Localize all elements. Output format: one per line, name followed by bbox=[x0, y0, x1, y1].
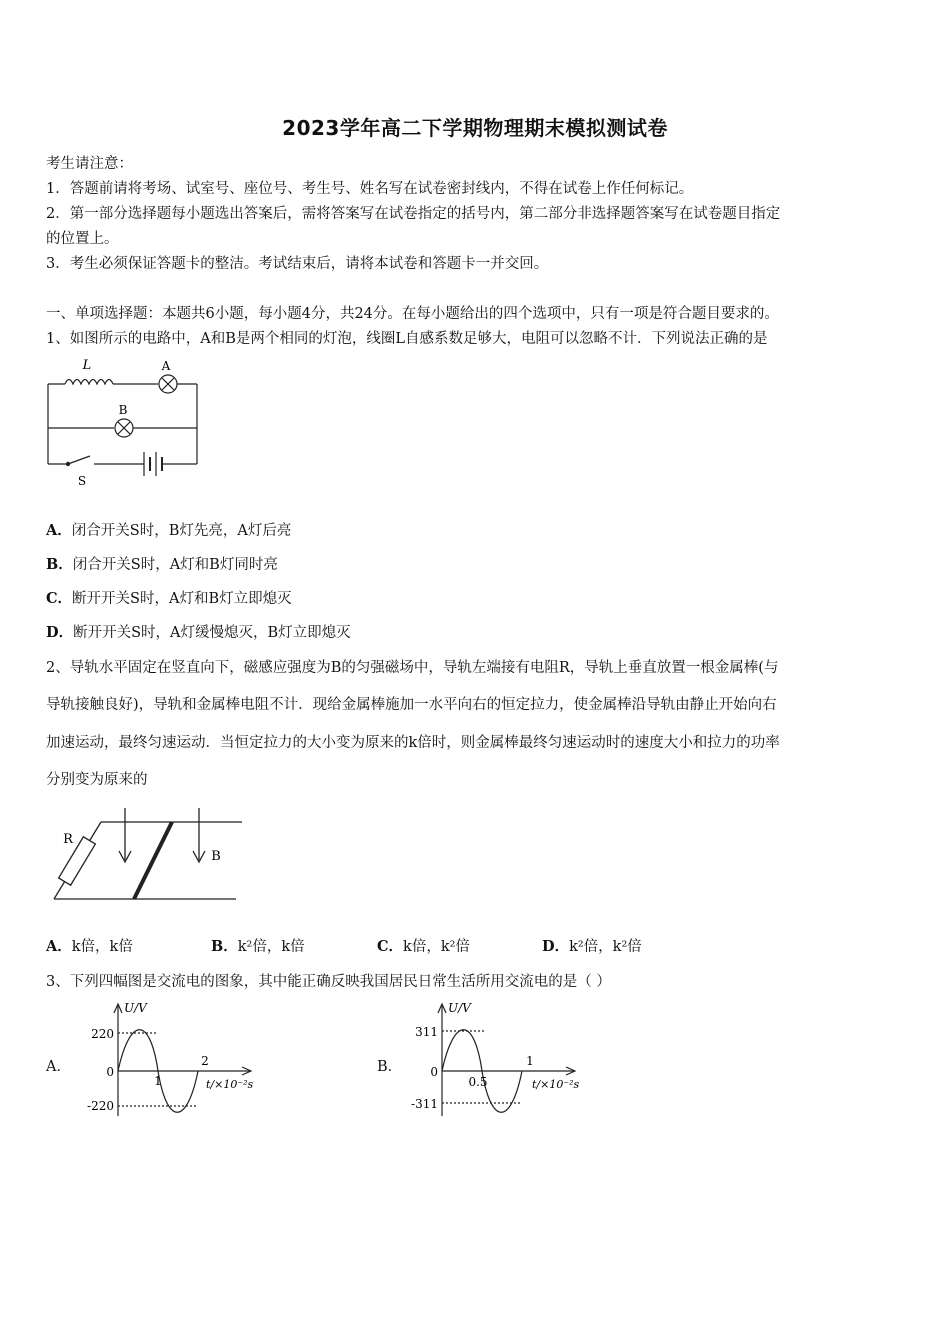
notice-item-2: 2．第一部分选择题每小题选出答案后，需将答案写在试卷指定的括号内，第二部分非选择题答案写在试卷题目指定 bbox=[46, 206, 781, 222]
q2-stem-line-1: 2、导轨水平固定在竖直向下，磁感应强度为B的匀强磁场中，导轨左端接有电阻R，导轨上垂直放置一根金属棒(与 bbox=[46, 660, 779, 676]
notice-item-2-cont: 的位置上。 bbox=[46, 231, 119, 247]
q3-a-x2: 2 bbox=[201, 1054, 209, 1068]
q2-stem-line-3: 加速运动，最终匀速运动．当恒定拉力的大小变为原来的k倍时，则金属棒最终匀速运动时的速度大小和拉力的功率 bbox=[46, 735, 780, 751]
q3-option-a-label[interactable]: A． bbox=[46, 1059, 71, 1075]
q1-label-L: L bbox=[82, 358, 92, 373]
q1-option-a[interactable]: A．闭合开关S时，B灯先亮，A灯后亮 bbox=[46, 522, 292, 539]
q2-stem-line-2: 导轨接触良好)，导轨和金属棒电阻不计．现给金属棒施加一水平向右的恒定拉力，使金属棒沿导轨由静止开始向右 bbox=[46, 697, 777, 713]
q2-option-d[interactable]: D．k²倍，k²倍 bbox=[542, 938, 642, 955]
q3-graph-b bbox=[400, 998, 600, 1123]
q3-a-ymax: 220 bbox=[91, 1027, 114, 1041]
q2-rail-figure bbox=[46, 805, 246, 905]
q3-a-xlabel: t/×10⁻²s bbox=[206, 1078, 254, 1091]
notice-header: 考生请注意： bbox=[46, 156, 133, 172]
q1-option-b[interactable]: B．闭合开关S时，A灯和B灯同时亮 bbox=[46, 556, 278, 573]
q2-stem-line-4: 分别变为原来的 bbox=[46, 772, 148, 788]
q1-label-S: S bbox=[77, 474, 87, 488]
q1-label-B: B bbox=[118, 403, 128, 417]
notice-item-1: 1．答题前请将考场、试室号、座位号、考生号、姓名写在试卷密封线内，不得在试卷上作任何标记。 bbox=[46, 181, 694, 197]
q3-b-ymin: -311 bbox=[411, 1097, 438, 1111]
notice-item-3: 3．考生必须保证答题卡的整洁。考试结束后，请将本试卷和答题卡一并交回。 bbox=[46, 256, 549, 272]
q1-stem: 1、如图所示的电路中，A和B是两个相同的灯泡，线圈L自感系数足够大，电阻可以忽略不计．下列说法正确的是 bbox=[46, 331, 768, 347]
q3-b-xlabel: t/×10⁻²s bbox=[532, 1078, 580, 1091]
q3-b-x1: 0.5 bbox=[468, 1075, 488, 1089]
q1-label-A: A bbox=[161, 359, 171, 373]
q1-circuit-figure bbox=[40, 352, 210, 492]
section-1-heading: 一、单项选择题：本题共6小题，每小题4分，共24分。在每小题给出的四个选项中，只有一项是符合题目要求的。 bbox=[46, 306, 779, 322]
q2-label-R: R bbox=[63, 832, 73, 847]
q1-option-c[interactable]: C．断开开关S时，A灯和B灯立即熄灭 bbox=[46, 590, 292, 607]
q2-option-c[interactable]: C．k倍，k²倍 bbox=[377, 938, 470, 955]
q3-b-origin: 0 bbox=[430, 1065, 438, 1079]
q3-a-origin: 0 bbox=[106, 1065, 114, 1079]
q3-b-ymax: 311 bbox=[415, 1025, 438, 1039]
q3-a-ymin: -220 bbox=[87, 1099, 114, 1113]
q2-label-B: B bbox=[211, 849, 221, 864]
q3-b-ylabel: U/V bbox=[448, 1001, 471, 1015]
q3-option-b-label[interactable]: B． bbox=[377, 1059, 403, 1075]
page-title: 2023学年高二下学期物理期末模拟测试卷 bbox=[282, 116, 668, 140]
q2-option-a[interactable]: A．k倍，k倍 bbox=[46, 938, 133, 955]
q3-stem: 3、下列四幅图是交流电的图象，其中能正确反映我国居民日常生活所用交流电的是（ ） bbox=[46, 974, 611, 990]
q3-a-x1: 1 bbox=[154, 1074, 162, 1088]
q1-option-d[interactable]: D．断开开关S时，A灯缓慢熄灭，B灯立即熄灭 bbox=[46, 624, 351, 641]
q3-b-x2: 1 bbox=[526, 1054, 534, 1068]
q3-graph-a bbox=[72, 998, 272, 1123]
q2-option-b[interactable]: B．k²倍，k倍 bbox=[211, 938, 305, 955]
q3-a-ylabel: U/V bbox=[124, 1001, 147, 1015]
